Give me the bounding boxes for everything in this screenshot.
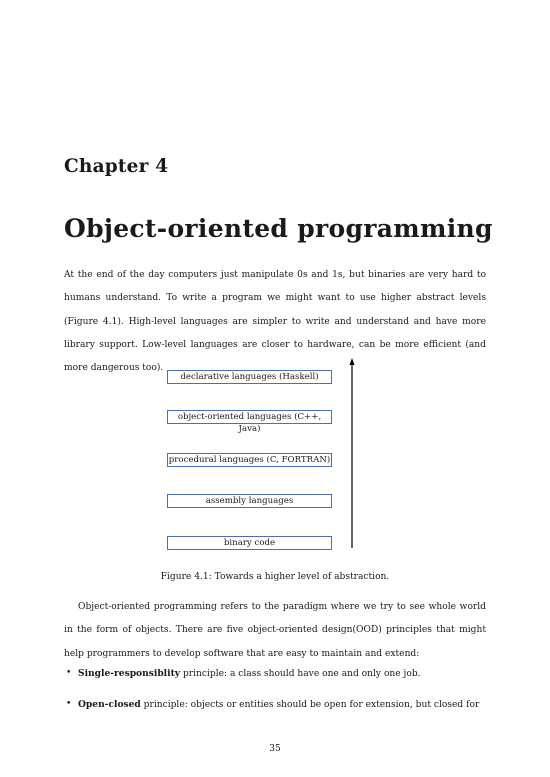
list-item: [64, 668, 486, 699]
level-box-procedural: procedural languages (C, FORTRAN): [168, 455, 331, 465]
level-box-declarative: declarative languages (Haskell): [167, 370, 332, 384]
bullet-icon: •: [66, 699, 72, 709]
intro-paragraph: At the end of the day computers just manipulate 0s and 1s, but binaries are very hard to humans understand. To write a program we might want to use higher abstract levels (Figure 4.1). High-level languages are simpler to write and understand and have more library support. Low-level languages are closer to hardware, can be more efficient (and more dangerous too).: [64, 270, 486, 374]
bullet-icon: •: [66, 668, 72, 678]
level-box-object-oriented: object-oriented languages (C++, Java): [167, 410, 332, 424]
page-number: 35: [269, 744, 281, 754]
principle-name: Single-responsiblity: [78, 668, 181, 679]
body-paragraph: Object-oriented programming refers to the paradigm where we try to see whole world in the form of objects. There are five object-oriented design(OOD) principles that might help programmers to develop software that are easy to maintain and extend:: [64, 602, 486, 659]
figure-caption: Figure 4.1: Towards a higher level of abstraction.: [160, 572, 390, 582]
principles-list: [64, 668, 486, 730]
list-item: [64, 699, 486, 730]
principle-text: principle: objects or entities should be open for extension, but closed for: [140, 700, 480, 710]
chapter-label: Chapter 4: [64, 156, 169, 177]
principle-text: principle: a class should have one and only one job.: [180, 669, 421, 679]
level-box-assembly: assembly languages: [167, 494, 332, 508]
chapter-title: Object-oriented programming: [64, 214, 493, 243]
principle-name: Open-closed: [78, 699, 141, 710]
level-box-binary: binary code: [167, 536, 332, 550]
